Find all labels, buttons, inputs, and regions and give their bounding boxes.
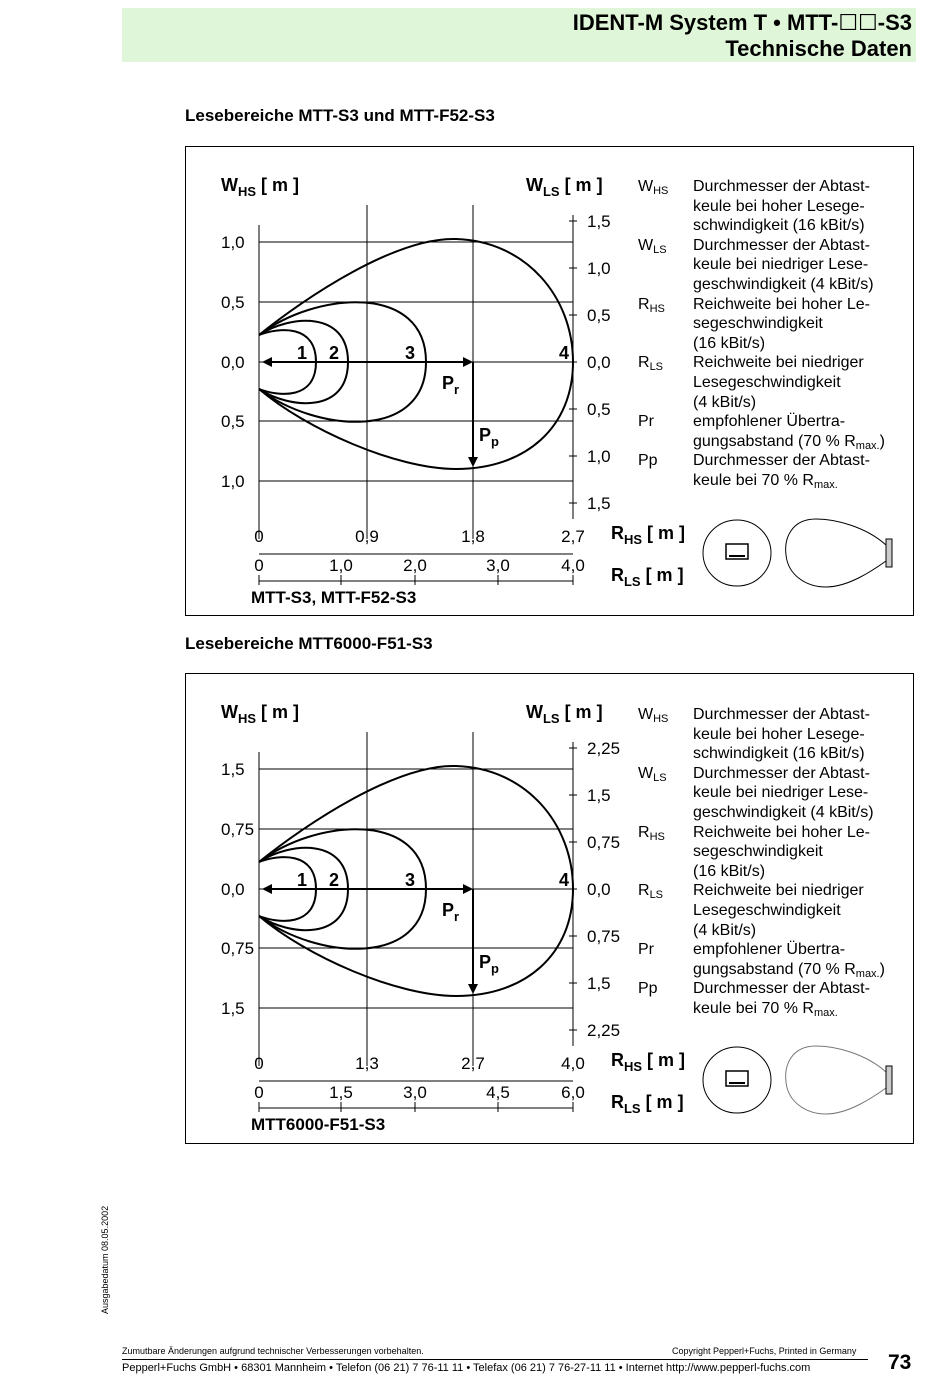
legend-2 bbox=[638, 705, 908, 1019]
antenna-icon bbox=[886, 1066, 892, 1094]
legend-row bbox=[638, 451, 908, 490]
model-label: MTT6000-F51-S3 bbox=[251, 1115, 386, 1134]
legend-symbol: $R_{LS}$ bbox=[638, 354, 664, 374]
legend-symbol: Pr bbox=[638, 941, 654, 959]
rhs-tick-label: 0 bbox=[254, 1054, 264, 1073]
legend-row bbox=[638, 295, 908, 354]
left-tick-label: 1,5 bbox=[221, 760, 245, 779]
rls-axis-title: $R_{LS}$ [ m ] bbox=[611, 565, 684, 590]
rhs-tick-label: 0,9 bbox=[355, 527, 379, 546]
pr-arrow-head bbox=[463, 357, 473, 367]
legend-row bbox=[638, 177, 908, 236]
rhs-tick-label: 1,8 bbox=[461, 527, 485, 546]
right-tick-label: 1,0 bbox=[587, 447, 611, 466]
header-title-line1: IDENT-M System T • MTT-☐☐-S3 bbox=[572, 10, 912, 35]
curve-label: 4 bbox=[558, 870, 570, 890]
rls-tick-label: 2,0 bbox=[403, 556, 427, 575]
right-tick-label: 2,25 bbox=[587, 1021, 621, 1040]
footer-disclaimer: Zumutbare Änderungen aufgrund technischer Verbesserungen vorbehalten. bbox=[122, 1346, 424, 1356]
legend-symbol: $R_{HS}$ bbox=[638, 823, 665, 843]
right-tick-label: 1,5 bbox=[587, 786, 611, 805]
rhs-tick-label: 2,7 bbox=[561, 527, 585, 546]
rls-tick-label: 3,0 bbox=[403, 1083, 427, 1102]
legend-row bbox=[638, 353, 908, 412]
rls-tick-label: 0 bbox=[254, 1083, 264, 1102]
right-tick-label: 0,75 bbox=[587, 833, 621, 852]
header-title-line2: Technische Daten bbox=[725, 36, 912, 61]
legend-symbol: $W_{HS}$ bbox=[638, 706, 669, 725]
right-tick-label: 1,5 bbox=[587, 212, 611, 231]
left-tick-label: 0,0 bbox=[221, 353, 245, 372]
curve-label: 2 bbox=[328, 343, 340, 363]
lobe-side-icon bbox=[786, 519, 886, 587]
rls-tick-label: 0 bbox=[254, 556, 264, 575]
pp-label: $P_p$ bbox=[479, 952, 499, 977]
legend-symbol: $W_{LS}$ bbox=[638, 764, 667, 784]
legend-row bbox=[638, 979, 908, 1018]
footer-divider bbox=[122, 1359, 868, 1360]
left-tick-label: 1,5 bbox=[221, 999, 245, 1018]
legend-1 bbox=[638, 177, 908, 491]
legend-symbol: $W_{LS}$ bbox=[638, 236, 667, 256]
curve-label: 1 bbox=[296, 343, 308, 363]
left-tick-label: 1,0 bbox=[221, 472, 245, 491]
legend-description: Durchmesser der Abtast- keule bei hoher Lesege- schwindigkeit (16 kBit/s) bbox=[693, 178, 870, 235]
rls-tick-label: 1,0 bbox=[329, 556, 353, 575]
legend-row bbox=[638, 412, 908, 451]
rhs-axis-title: $R_{HS}$ [ m ] bbox=[611, 1050, 685, 1075]
left-tick-label: 0,75 bbox=[221, 820, 255, 839]
legend-symbol: $W_{HS}$ bbox=[638, 178, 669, 197]
left-axis-title: $W_{HS}$ [ m ] bbox=[221, 702, 299, 727]
pp-label: $P_p$ bbox=[479, 425, 499, 450]
rls-tick-label: 1,5 bbox=[329, 1083, 353, 1102]
curve-label: 2 bbox=[328, 870, 340, 890]
rls-tick-label: 6,0 bbox=[561, 1083, 585, 1102]
right-axis-title: $W_{LS}$ [ m ] bbox=[526, 702, 603, 727]
left-tick-label: 0,5 bbox=[221, 293, 245, 312]
lobe-side-icon bbox=[786, 1046, 886, 1114]
legend-row bbox=[638, 705, 908, 764]
pp-arrow-head bbox=[468, 457, 478, 467]
rhs-tick-label: 2,7 bbox=[461, 1054, 485, 1073]
legend-description: Durchmesser der Abtast- keule bei 70 % $R_{max.}$ bbox=[693, 980, 870, 1019]
right-tick-label: 0,5 bbox=[587, 400, 611, 419]
legend-symbol: $R_{HS}$ bbox=[638, 295, 665, 315]
left-arrow-head bbox=[262, 357, 272, 367]
legend-description: empfohlener Übertra- gungsabstand (70 % $R_{max.}$) bbox=[693, 941, 885, 980]
left-arrow-head bbox=[262, 884, 272, 894]
right-tick-label: 1,5 bbox=[587, 974, 611, 993]
issue-date: Ausgabedatum 08.05.2002 bbox=[100, 1205, 110, 1314]
rhs-tick-label: 1,3 bbox=[355, 1054, 379, 1073]
footer-address: Pepperl+Fuchs GmbH • 68301 Mannheim • Telefon (06 21) 7 76-11 11 • Telefax (06 21) 7 76-27-11 11 • Internet http://www.pepperl-fuchs.com bbox=[122, 1362, 811, 1374]
legend-description: Reichweite bei hoher Le- segeschwindigkeit (16 kBit/s) bbox=[693, 295, 870, 352]
pr-arrow-head bbox=[463, 884, 473, 894]
right-tick-label: 0,5 bbox=[587, 306, 611, 325]
chart-panel-2 bbox=[185, 673, 914, 1144]
rls-tick-label: 4,0 bbox=[561, 556, 585, 575]
curve-label: 4 bbox=[558, 343, 570, 363]
legend-description: Durchmesser der Abtast- keule bei niedriger Lese- geschwindigkeit (4 kBit/s) bbox=[693, 764, 874, 821]
footer-copyright: Copyright Pepperl+Fuchs, Printed in Germany bbox=[672, 1346, 857, 1356]
legend-row bbox=[638, 236, 908, 295]
rhs-tick-label: 0 bbox=[254, 527, 264, 546]
section-title-1: Lesebereiche MTT-S3 und MTT-F52-S3 bbox=[185, 106, 495, 125]
page-header-title bbox=[573, 10, 912, 62]
legend-row bbox=[638, 764, 908, 823]
reader-front-icon bbox=[703, 1047, 771, 1113]
rls-tick-label: 3,0 bbox=[486, 556, 510, 575]
left-axis-title: $W_{HS}$ [ m ] bbox=[221, 175, 299, 200]
legend-row bbox=[638, 940, 908, 979]
right-tick-label: 2,25 bbox=[587, 739, 621, 758]
section-title-2: Lesebereiche MTT6000-F51-S3 bbox=[185, 634, 433, 653]
rls-tick-label: 4,5 bbox=[486, 1083, 510, 1102]
legend-symbol: Pp bbox=[638, 980, 658, 998]
page-number: 73 bbox=[888, 1351, 912, 1374]
right-tick-label: 0,0 bbox=[587, 353, 611, 372]
legend-symbol: Pp bbox=[638, 452, 658, 470]
left-tick-label: 1,0 bbox=[221, 233, 245, 252]
rls-axis-title: $R_{LS}$ [ m ] bbox=[611, 1092, 684, 1117]
legend-description: Durchmesser der Abtast- keule bei niedriger Lese- geschwindigkeit (4 kBit/s) bbox=[693, 236, 874, 293]
rhs-axis-title: $R_{HS}$ [ m ] bbox=[611, 523, 685, 548]
legend-symbol: Pr bbox=[638, 413, 654, 431]
rhs-tick-label: 4,0 bbox=[561, 1054, 585, 1073]
curve-label: 3 bbox=[404, 343, 416, 363]
curve-label: 1 bbox=[296, 870, 308, 890]
curve-label: 3 bbox=[404, 870, 416, 890]
legend-symbol: $R_{LS}$ bbox=[638, 882, 664, 902]
right-axis-title: $W_{LS}$ [ m ] bbox=[526, 175, 603, 200]
right-tick-label: 1,5 bbox=[587, 494, 611, 513]
left-tick-label: 0,75 bbox=[221, 939, 255, 958]
right-tick-label: 0,75 bbox=[587, 927, 621, 946]
left-tick-label: 0,0 bbox=[221, 880, 245, 899]
legend-description: Reichweite bei hoher Le- segeschwindigkeit (16 kBit/s) bbox=[693, 823, 870, 880]
reader-front-icon bbox=[703, 520, 771, 586]
right-tick-label: 0,0 bbox=[587, 880, 611, 899]
legend-description: Reichweite bei niedriger Lesegeschwindigkeit (4 kBit/s) bbox=[693, 882, 864, 939]
legend-row bbox=[638, 823, 908, 882]
antenna-icon bbox=[886, 539, 892, 567]
model-label: MTT-S3, MTT-F52-S3 bbox=[251, 588, 417, 607]
pr-label: $P_r$ bbox=[442, 900, 460, 925]
legend-description: Durchmesser der Abtast- keule bei hoher Lesege- schwindigkeit (16 kBit/s) bbox=[693, 706, 870, 763]
legend-row bbox=[638, 881, 908, 940]
pp-arrow-head bbox=[468, 984, 478, 994]
pr-label: $P_r$ bbox=[442, 373, 460, 398]
legend-description: Reichweite bei niedriger Lesegeschwindigkeit (4 kBit/s) bbox=[693, 354, 864, 411]
legend-description: Durchmesser der Abtast- keule bei 70 % $R_{max.}$ bbox=[693, 452, 870, 491]
right-tick-label: 1,0 bbox=[587, 259, 611, 278]
chart-panel-1 bbox=[185, 146, 914, 616]
legend-description: empfohlener Übertra- gungsabstand (70 % $R_{max.}$) bbox=[693, 413, 885, 452]
left-tick-label: 0,5 bbox=[221, 412, 245, 431]
